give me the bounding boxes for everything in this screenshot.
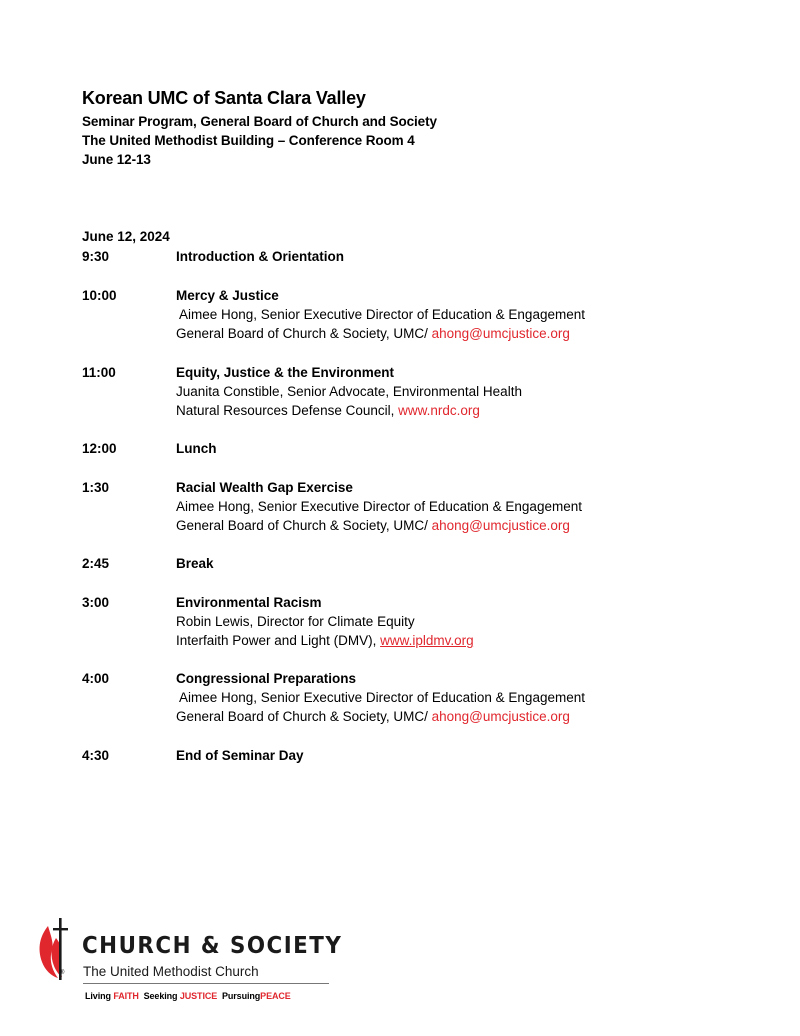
email-link[interactable]: ahong@umcjustice.org <box>431 518 570 533</box>
session-organization <box>176 707 716 726</box>
tagline-part: Pursuing <box>217 991 261 1001</box>
email-link[interactable]: ahong@umcjustice.org <box>431 326 570 341</box>
cross-and-flame-icon <box>34 918 76 980</box>
session-speaker: Aimee Hong, Senior Executive Director of Education & Engagement <box>176 690 585 705</box>
session-title: Break <box>176 556 214 571</box>
organization-text: Interfaith Power and Light (DMV), <box>176 633 381 648</box>
tagline-part: Living <box>85 991 114 1001</box>
website-link[interactable]: www.nrdc.org <box>398 403 480 418</box>
document-title: Korean UMC of Santa Clara Valley <box>82 88 366 108</box>
church-society-logo <box>30 916 343 1011</box>
tagline-accent: PEACE <box>260 991 291 1001</box>
session-speaker: Juanita Constible, Senior Advocate, Environmental Health <box>176 384 522 399</box>
organization-text: General Board of Church & Society, UMC/ <box>176 326 432 341</box>
org-subtitle: The United Methodist Church <box>83 964 259 979</box>
session-time: 9:30 <box>82 249 110 264</box>
session-title: Racial Wealth Gap Exercise <box>176 480 353 495</box>
session-organization <box>176 324 716 343</box>
session-time: 10:00 <box>82 288 117 303</box>
session-time: 3:00 <box>82 595 110 610</box>
session-time: 1:30 <box>82 480 110 495</box>
session-speaker: Robin Lewis, Director for Climate Equity <box>176 614 415 629</box>
session-time: 11:00 <box>82 365 116 380</box>
tagline <box>85 991 291 1001</box>
organization-text: Natural Resources Defense Council, <box>176 403 399 418</box>
session-title: End of Seminar Day <box>176 748 304 763</box>
session-speaker: Aimee Hong, Senior Executive Director of Education & Engagement <box>176 499 582 514</box>
org-name: CHURCH & SOCIETY <box>82 933 343 959</box>
tagline-accent: FAITH <box>113 991 139 1001</box>
tagline-part: Seeking <box>138 991 180 1001</box>
session-speaker: Aimee Hong, Senior Executive Director of Education & Engagement <box>176 307 585 322</box>
session-title: Mercy & Justice <box>176 288 279 303</box>
email-link[interactable]: ahong@umcjustice.org <box>431 709 570 724</box>
session-time: 4:00 <box>82 671 110 686</box>
schedule-date: June 12, 2024 <box>82 229 170 244</box>
session-time: 2:45 <box>82 556 110 571</box>
organization-text: General Board of Church & Society, UMC/ <box>176 518 432 533</box>
session-title: Environmental Racism <box>176 595 322 610</box>
session-organization <box>176 401 716 420</box>
location-line: The United Methodist Building – Conference Room 4 <box>82 133 415 148</box>
session-title: Equity, Justice & the Environment <box>176 365 395 380</box>
tagline-accent: JUSTICE <box>179 991 218 1001</box>
program-subtitle: Seminar Program, General Board of Church and Society <box>82 114 437 129</box>
divider <box>83 983 329 984</box>
registered-mark: ® <box>60 970 65 976</box>
session-title: Lunch <box>176 441 217 456</box>
session-title: Congressional Preparations <box>176 671 357 686</box>
session-organization <box>176 516 716 535</box>
session-organization <box>176 631 716 650</box>
dates-line: June 12-13 <box>82 152 151 167</box>
session-title: Introduction & Orientation <box>176 249 344 264</box>
website-link[interactable]: www.ipldmv.org <box>380 633 474 648</box>
session-time: 12:00 <box>82 441 117 456</box>
organization-text: General Board of Church & Society, UMC/ <box>176 709 432 724</box>
session-time: 4:30 <box>82 748 110 763</box>
